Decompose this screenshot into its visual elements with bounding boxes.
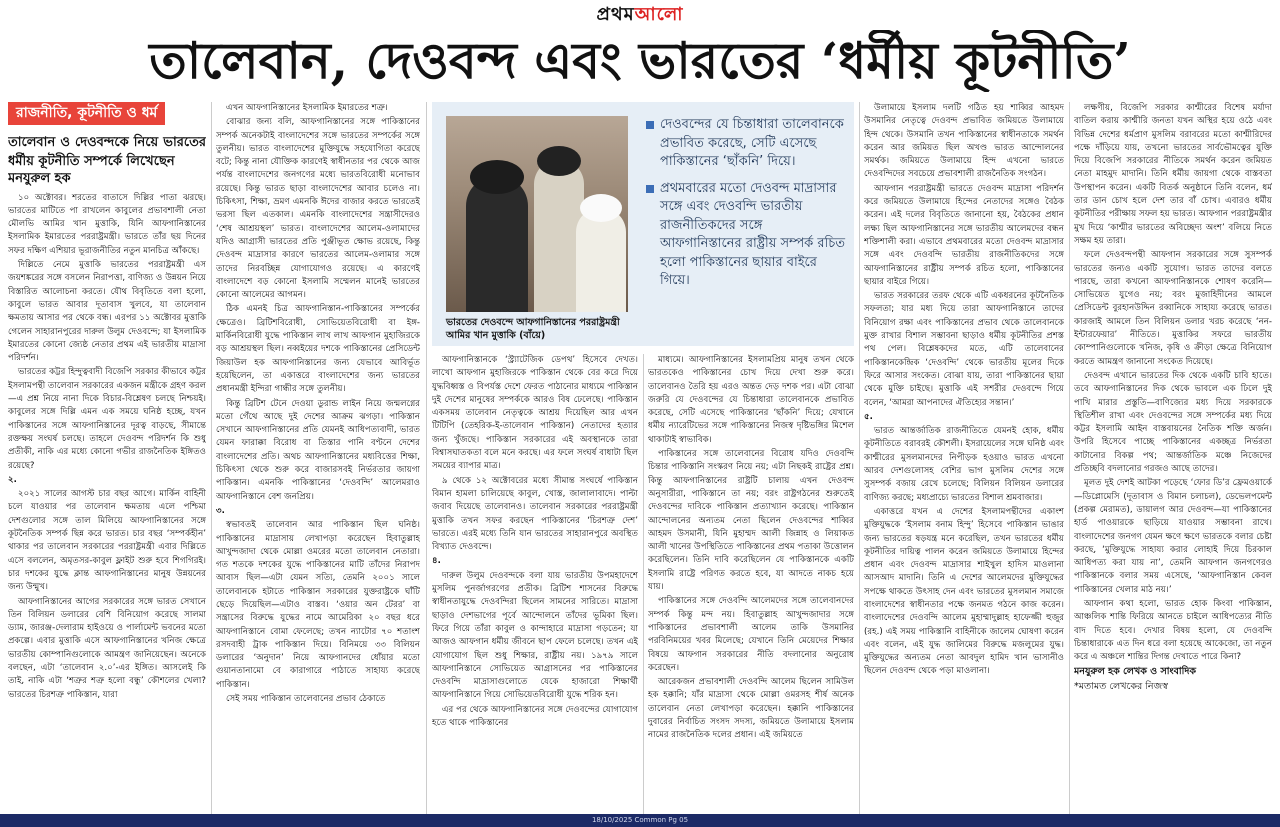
paragraph: লক্ষণীয়, বিজেপি সরকার কাশ্মীরের বিশেষ মর্যাদা বাতিল করায় কাশ্মীরি জনতা যখন অস্থির হয়ে ওঠে এবং বিভিন্ন দেশের ধর্মপ্রাণ মুসলিম বরাবরের মতো কাশ্মীরিদের পক্ষে দাঁড়িয়ে যায়, তখনো ভারতের সার্বভৌমত্বের যুক্তি দিয়ে বিজেপি সরকারের নীতিকে সমর্থন করেন জমিয়ত নেতা মাহমুদ মাদানি। তিনি ধর্মীয় জায়গা থেকে বাস্তবতা উপস্থাপন করেন। একটি বিতর্ক অনুষ্ঠানে তিনি বলেন, ধর্ম তার ডান চোখ হলে দেশ তার বাঁ চোখ। এবারও ধর্মীয় কূটনীতির পরীক্ষায় সফল হয় ভারত। আফগান পররাষ্ট্রমন্ত্রীর মুখ দিয়ে ‘কাশ্মীর ভারতের অবিচ্ছেদ্য অংশ’ বলিয়ে নিতে সক্ষম হয় তারা। — [1074, 103, 1272, 246]
person-figure — [466, 176, 528, 312]
paragraph: স্বভাবতই তালেবান আর পাকিস্তান ছিল ঘনিষ্ঠ। পাকিস্তানের মাদ্রাসায় লেখাপড়া করেছেন হিবাতুল্লাহ আখুন্দজাদা থেকে মোল্লা ওমরের মতো তালেবান নেতারা। গত শতকে দশকের যুদ্ধে পাকিস্তানের মাটি তাঁদের নিরাপদ আবাস ছিল—এটা যেমন সত্যি, তেমনি ২০০১ সালে তালেবানকে হটাতে পাকিস্তান সরকারের যুক্তরাষ্ট্রকে ঘাঁটি ছেড়ে দিয়েছিল—এটাও বাস্তব। ‘ওয়ার অন টেরর’ বা সন্ত্রাসের বিরুদ্ধে যুদ্ধের নামে আমেরিকা ২০ বছর ধরে আফগানিস্তানে বোমা ফেলেছে; তখন ন্যাটোর ৭০ শতাংশ রসদবাহী ট্রাক পাকিস্তান দিয়ে। বিনিময়ে ৩৩ বিলিয়ন ডলারের ‘অনুদান’ নিয়ে আফগানদের ধোঁয়ার মতো গুয়ানতানামো বে কারাগারে পাঠাতে সাহায্য করেছে পাকিস্তান। — [216, 520, 420, 690]
paragraph: পাকিস্তানের সঙ্গে তালেবানের বিরোধ যদিও দেওবন্দি চিন্তার পাকিস্তানি সংস্করণ নিয়ে নয়; এটা নিছকই রাষ্ট্রের প্রশ্ন। কিন্তু আফগানিস্তানের রাষ্ট্রটি চালায় এখন দেওবন্দ অনুসারীরা, পাকিস্তানে তা নয়; বরং রাষ্ট্রগঠনের শুরুতেই দেওবন্দের দাবিকে পাকিস্তান প্রত্যাখ্যান করেছে। পাকিস্তান আন্দোলনের অন্যতম নেতা ছিলেন দেওবন্দের শাব্বির আহমদ উসমানী, যিনি মুহাম্মদ আলী জিন্নাহ ও লিয়াকত আলী খানের উপস্থিতিতে পাকিস্তানের প্রথম পতাকা উত্তোলন করেছিলেন। তিনি দাবি করেছিলেন যে পাকিস্তানকে একটি ইসলামি রাষ্ট্রে পরিণত করতে হবে, যা আদতে নাকচ হয়ে যায়। — [648, 449, 854, 593]
newspaper-logo — [597, 0, 684, 31]
paragraph: বোঝার জন্য বলি, আফগানিস্তানের সঙ্গে পাকিস্তানের সম্পর্ক অনেকটাই বাংলাদেশের সঙ্গে ভারতের সম্পর্কের সঙ্গে তুলনীয়। ভারত বাংলাদেশের মুক্তিযুদ্ধে সহযোগিতা করেছে বটে; কিন্তু নানা যৌক্তিক কারণেই স্বাধীনতার পর থেকে আজ পর্যন্ত বাংলাদেশের জনগণের মধ্যে ভারতবিরোধী মনোভাব রয়েছে। কিন্তু ভারত ছাড়া বাংলাদেশের আবার চলেও না। চিকিৎসা, শিক্ষা, ভ্রমণ এমনকি ঈদের বাজার করতে ভারতেই ভরসা ছিল এতকাল। এমনকি বাংলাদেশের সন্ত্রাসীদেরও ‘শেষ আশ্রয়স্থল’ ভারত। বাংলাদেশের আলেম-ওলামাদের যদিও আগ্রাসী ভারতের প্রতি পুঞ্জীভূত ক্ষোভ রয়েছে, কিন্তু দেওবন্দ মাদ্রাসার কারণে ভারতের আলেম-ওলামার সঙ্গে তাদের নিরবচ্ছিন্ন যোগাযোগও রয়েছে। এ কারণেই বাংলাদেশে বড় কোনো ইসলামি সম্মেলন মানেই ভারতের কোনো আলেমের আগমন। — [216, 117, 420, 301]
column-2 — [216, 102, 420, 814]
paragraph: মাধ্যমে। আফগানিস্তানের ইসলামপ্রিয় মানুষ তখন থেকে ভারতকেও পাকিস্তানের চোখ দিয়ে দেখা শুরু করে। তালেবানও তৈরি হয় এরও অন্তত দেড় দশক পর। এটা বোঝা জরুরি যে দেওবন্দের যে চিন্তাধারা তালেবানকে প্রভাবিত করেছে, সেটি এসেছে পাকিস্তানের ‘ছাঁকনি’ দিয়ে; যেখানে ধর্মীয় ন্যারেটিভের সঙ্গে পাকিস্তানের নিজস্ব দৃষ্টিভঙ্গির মিশেল থাকাটাই স্বাভাবিক। — [648, 355, 854, 445]
column-divider — [1069, 102, 1070, 814]
pullquote-text: প্রথমবারের মতো দেওবন্দ মাদ্রাসার সঙ্গে এবং দেওবন্দি ভারতীয় রাজনীতিকদের সঙ্গে আফগানিস্তানের রাষ্ট্রীয় সম্পর্ক রচিত হলো পাকিস্তানের ছায়ার বাইরে গিয়ে। — [660, 180, 846, 288]
paragraph: উলামায়ে ইসলাম দলটি গঠিত হয় শাব্বির আহমদ উসমানির নেতৃত্বে দেওবন্দ প্রভাবিত জমিয়তে উলামায়ে হিন্দ থেকে। উসমানি তখন পাকিস্তানের স্বাধীনতাকে সমর্থন করেন আর জমিয়ত ছিল অখণ্ড ভারত আন্দোলনের সমর্থক। জমিয়তে উলামায়ে হিন্দ এখনো ভারতে দেওবন্দিদের সবচেয়ে প্রভাবশালী রাজনৈতিক সংগঠন। — [864, 103, 1064, 180]
paragraph: সেই সময় পাকিস্তান তালেবানের প্রভাব ঠেকাতে — [226, 694, 386, 705]
column-3 — [432, 354, 638, 814]
paragraph: আফগানিস্তানকে ‘স্ট্র্যাটেজিক ডেপথ’ হিসেবে দেখত। লাখো আফগান মুহাজিরকে পাকিস্তান থেকে বের করে দিয়ে যুদ্ধবিধ্বস্ত ও বিপর্যস্ত দেশে ফেরত পাঠানোর মাধ্যমে পাকিস্তান দুই দেশের মানুষের সম্পর্ককে আরও বিষ ঢেলেছে। পাকিস্তান একসময় তালেবান নেতৃত্বকে আশ্রয় দিয়েছিল আর এখন টিটিপি (তেহরিক-ই-তালেবান পাকিস্তান) নেতাদের হত্যার জন্য খুঁজছে। পাকিস্তান সরকারের এই অবস্থানকে তারা বিশ্বাসঘাতকতা বলে মনে করছে। এর ফলে সংঘর্ষ বাধাটা ছিল সময়ের ব্যাপার মাত্র। — [432, 355, 638, 472]
column-1 — [8, 102, 206, 814]
pullquote — [646, 116, 846, 172]
author-note: মনযুরুল হক লেখক ও সাংবাদিক — [1074, 666, 1196, 678]
paragraph: আফগান পররাষ্ট্রমন্ত্রী ভারতে দেওবন্দ মাদ্রাসা পরিদর্শন করে জমিয়তে উলামায়ে হিন্দের নেতাদের সঙ্গেও বৈঠক করেন। এই দলের বিবৃতিতে জানানো হয়, বৈঠকের প্রধান লক্ষ্য ছিল আফগানিস্তানের সঙ্গে ভারতীয় আলেমদের বন্ধন শক্তিশালী করা। এভাবে প্রথমবারের মতো দেওবন্দ মাদ্রাসার সঙ্গে এবং দেওবন্দি ভারতীয় রাজনীতিকদের সঙ্গে আফগানিস্তানের রাষ্ট্রীয় সম্পর্ক রচিত হলো, পাকিস্তানের ছায়ার বাইরে গিয়ে। — [864, 183, 1064, 287]
paragraph: ভারত আন্তর্জাতিক রাজনীতিতে যেমনই হোক, ধর্মীয় কূটনীতিতে বরাবরই কৌশলী। ইসরায়েলের সঙ্গে ঘনিষ্ঠ এবং কাশ্মীরের মুসলমানদের নিপীড়ক হওয়াও ভারত এখনো আরব দেশগুলোসহ বেশির ভাগ মুসলিম দেশের সঙ্গে সুসম্পর্ক বজায় রেখে চলেছে; বিলিয়ন বিলিয়ন ডলারের বাণিজ্য করছে; মধ্যপ্রাচ্যে ভারতের বিশাল শ্রমবাজার। — [864, 426, 1064, 503]
paragraph: কিন্তু ব্রিটিশ টেনে দেওয়া ডুরান্ড লাইন নিয়ে জন্মলগ্নের মতো গেঁথে আছে দুই দেশের আক্রম ঝগড়া। পাকিস্তান সেখানে আফগানিস্তানের প্রতি যেমনই আধিপত্যবাদী, ভারত যেমন ফারাক্কা বিরোধ বা তিস্তার পানি বণ্টনে দেশের বাংলাদেশের প্রতি। অথচ আফগানিস্তানের মধ্যবিত্তের শিক্ষা, চিকিৎসা থেকে শুরু করে বাজারসবই নির্ভরতার জায়গা পাকিস্তান। এমনকি পাকিস্তানের ‘দেওবন্দি’ আলেমরাও আফগানিস্তানে বেশ জনপ্রিয়। — [216, 398, 420, 502]
paragraph: আরেকজন প্রভাবশালী দেওবন্দি আলেম ছিলেন সামিউল হক হক্কানি; যাঁর মাদ্রাসা থেকে মোল্লা ওমরসহ শীর্ষ অনেক তালেবান নেতা লেখাপড়া করেছেন। হক্কানি পাকিস্তানের দুবারের নির্বাচিত সংসদ সদস্য, জমিয়তে উলামায়ে ইসলাম নামের রাজনৈতিক দলের প্রধান। এই জমিয়তে — [648, 677, 854, 741]
column-divider — [859, 102, 860, 814]
paragraph: একাত্তরে যখন এ দেশের ইসলামপন্থীদের একাংশ মুক্তিযুদ্ধকে ‘ইসলাম বনাম হিন্দু’ হিসেবে পাকিস্তান ভাঙার জন্য ভারতের ষড়যন্ত্র মনে করেছিল, তখন ভারতের ধর্মীয় কূটনীতির দায়িত্ব পালন করেন জমিয়তে উলামায়ে হিন্দের প্রধান এবং দেওবন্দ মাদ্রাসার শাইখুল হাদিস মাওলানা আসআদ মাদানি। তিনি এ দেশের আলেমদের মুক্তিযুদ্ধের সপক্ষে থাকতে উৎসাহ দেন এবং ভারতের মুসলমান সমাজে বাংলাদেশের স্বাধীনতার পক্ষে জনমত গঠনে কাজ করেন। বাংলাদেশের দেওবন্দি আলেম মুহাম্মাদুল্লাহ হাফেজ্জী হুজুর (রহ.) এই সময় পাকিস্তানি বাহিনীকে জালেম ঘোষণা করেন এবং বলেন, এই যুদ্ধ জালিমের বিরুদ্ধে মজলুমের যুদ্ধ। মুক্তিযুদ্ধের অন্যতম নেতা আবদুল হামিদ খান ভাসানীও ছিলেন দেওবন্দ থেকে পড়া মাওলানা। — [864, 506, 1064, 677]
paragraph: আফগানিস্তানের আগের সরকারের সঙ্গে ভারত সেখানে তিন বিলিয়ন ডলারের বেশি বিনিয়োগ করেছে সালমা ড্যাম, জারঞ্জ-দেলারাম হাইওয়ে ও পার্লামেন্ট ভবনের মতো প্রকল্পে। এবার মুত্তাকি এসে আফগানিস্তানের খনিজ ক্ষেত্রে ভারতীয় কোম্পানিগুলোকে আমন্ত্রণ জানিয়েছেন। অনেকে বলছেন, এটা ‘তালেবান ২.০’-এর ইঙ্গিত। আসলেই কি তাই, নাকি এটা ‘শত্রুর শত্রু হলো বন্ধু’ কৌশলের খেলা? ভারতের চিরশত্রু পাকিস্তান, যারা — [8, 596, 206, 700]
column-divider — [211, 102, 212, 814]
square-bullet-icon — [646, 121, 654, 129]
section-number: ২. — [8, 474, 17, 485]
section-number: ৪. — [432, 556, 441, 567]
paragraph: ১০ অক্টোবর। শরতের বাতাসে দিল্লির পাতা ঝরছে। ভারতের মাটিতে পা রাখলেন কাবুলের প্রভাবশালী নেতা মৌলভি আমির খান মুত্তাকি, যিনি আফগানিস্তানের ইসলামিক ইমারতের পররাষ্ট্রমন্ত্রী। ভারতে তাঁর ছয় দিনের সফর দক্ষিণ এশিয়ার ভূরাজনীতির নতুন মানচিত্র আঁকছে। — [8, 192, 206, 256]
column-5 — [864, 102, 1064, 814]
paragraph: এখন আফগানিস্তানের ইসলামিক ইমারতের শত্রু। — [226, 103, 388, 113]
pullquote — [646, 180, 846, 291]
paragraph: পাকিস্তানের সঙ্গে দেওবন্দি আলেমদের সঙ্গে তালেবানদের সম্পর্ক কিন্তু মন্দ নয়। হিবাতুল্লাহ আখুন্দজাদার সঙ্গে পাকিস্তানের প্রভাবশালী আলেম তাকি উসমানির পরবিনিময়ের খবর মিলেছে; যেখানে তিনি মেয়েদের শিক্ষার বিষয়ে আফগান সরকারের নীতি বদলানোর অনুরোধ করেছেন। — [648, 596, 854, 673]
paragraph: মূলত দুই দেশই আটকা পড়েছে ‘ফোর ডি’র ফ্রেমওয়ার্কে—ডিপ্লোমেসি (দূতাবাস ও বিমান চলাচল), ডেভেলপমেন্ট (প্রকল্প মেরামত), ডায়ালগ আর দেওবন্দ—যা পাকিস্তানের হার্ড পাওয়ারকে ছাড়িয়ে যাওয়ার সম্ভাবনা রাখে। বাংলাদেশের জনগণ যেমন ক্ষণে ক্ষণে ভারতকে বলার চেষ্টা করছে, ‘মুক্তিযুদ্ধে সাহায্য করার লোহাই দিয়ে চিরকাল আধিপত্য করা যায় না’, তেমনি আফগান জনগণেরও পাকিস্তানকে বলার সময় এসেছে, ‘আফগানিস্তান কেবল পাকিস্তানের খেলার মাঠ নয়।’ — [1074, 478, 1272, 595]
column-4 — [648, 354, 854, 814]
column-divider — [643, 354, 644, 814]
pullquote-box — [646, 116, 846, 299]
masthead — [0, 0, 1280, 30]
headline: তালেবান, দেওবন্দ এবং ভারতের ‘ধর্মীয় কূটনীতি’ — [149, 31, 1131, 90]
section-number: ৩. — [216, 505, 225, 516]
logo-part2: আলো — [634, 3, 684, 25]
paragraph: ভারতের কট্টর হিন্দুত্ববাদী বিজেপি সরকার কীভাবে কট্টর ইসলামপন্থী তালেবান সরকারের একজন মন্ত্রীকে গ্রহণ করল—এ প্রশ্ন নিয়ে নানা দিকে বিচার-বিশ্লেষণ চলছে নিশ্চয়ই। কাবুলের সঙ্গে দিল্লি এমন এক সময়ে ঘনিষ্ঠ হচ্ছে, যখন পাকিস্তানের সঙ্গে আফগানিস্তানের দূরত্ব বাড়ছে, সীমান্তে রক্তক্ষয় সংঘর্ষ চলছে। তাহলে দেওবন্দ পরিদর্শন কি শুধু প্রতীকী, নাকি এর মধ্যে কোনো গভীর রাজনৈতিক ইঙ্গিতও রয়েছে? — [8, 367, 206, 471]
column-6 — [1074, 102, 1272, 814]
edition-footer: 18/10/2025 Common Pg 05 — [0, 814, 1280, 827]
photo-box — [432, 102, 854, 346]
logo-part1: প্রথম — [596, 3, 635, 25]
section-number: ৫. — [864, 411, 873, 422]
standfirst: তালেবান ও দেওবন্দকে নিয়ে ভারতের ধর্মীয় কূটনীতি সম্পর্কে লিখেছেন — [8, 135, 206, 170]
article-photo — [446, 116, 628, 312]
paragraph: ঠিক এমনই চিত্র আফগানিস্তান-পাকিস্তানের সম্পর্কের ক্ষেত্রেও। ব্রিটিশবিরোধী, সোভিয়েতবিরোধী বা ইঙ্গ-মার্কিনবিরোধী যুদ্ধে পাকিস্তান লাখ লাখ আফগান মুহাজিরকে বড় আশ্রয়স্থল ছিল। নব্বইয়ের দশকে পাকিস্তানের প্রেসিডেন্ট জিয়াউল হক আফগানিস্তানের জন্য যেভাবে আবির্ভূত হয়েছিলেন, তা একাত্তরে বাংলাদেশের জন্য ভারতের প্রধানমন্ত্রী ইন্দিরা গান্ধীর সঙ্গে তুলনীয়। — [216, 304, 420, 395]
paragraph: ২০২১ সালের আগস্ট চার বছর আগে। মার্কিন বাহিনী চলে যাওয়ার পর তালেবান ক্ষমতায় এলে পশ্চিমা দেশগুলোর সঙ্গে তাল মিলিয়ে আফগানিস্তানের সঙ্গে কূটনৈতিক সম্পর্ক ছিন্ন করে ভারত। চার বছর ‘সম্পর্কহীন’ থাকার পর তালেবান সরকারের পররাষ্ট্রমন্ত্রী এবার দিল্লিতে এসে বললেন, অমৃতসর-কাবুল ফ্লাইট শুরু হবে শিগগিরই। চার দশকের যুদ্ধে ক্লান্ত আফগানিস্তানের মানুষ উন্নয়নের জন্য উন্মুখ। — [8, 489, 206, 593]
disclaimer: *মতামত লেখকের নিজস্ব — [1074, 680, 1168, 692]
paragraph: ভারত সরকারের তরফ থেকে এটি একধরনের কূটনৈতিক সফলতা; যার মধ্য দিয়ে তারা আফগানিস্তানে তাদের বিনিয়োগ রক্ষা এবং পাকিস্তানের প্রভাব থেকে তালেবানকে মুক্ত রাখার বিশাল সম্ভাবনা ছাড়াও ধর্মীয় কূটনীতির প্রশস্ত পথ পেল। বিশ্লেষকদের মতে, এটি তালেবানের পাকিস্তানকেন্দ্রিক ‘দেওবন্দি’ থেকে ভারতীয় মূলের দিকে ফিরে আসার সংকেত। বোঝা যায়, তারা পাকিস্তানের ছায়া থেকে মুক্তি চাইছে। মুত্তাকি এই সশরীর দেওবন্দে গিয়ে বলেন, ‘আমরা আপনাদের ঐতিহ্যের সন্তান।’ — [864, 291, 1064, 408]
square-bullet-icon — [646, 185, 654, 193]
photo-caption: ভারতের দেওবন্দে আফগানিস্তানের পররাষ্ট্রমন্ত্রী আমির খান মুত্তাকি (বাঁয়ে) — [446, 317, 620, 341]
paragraph: ফলে দেওবন্দপন্থী আফগান সরকারের সঙ্গে সুসম্পর্ক ভারতের জন্যও একটি সুযোগ। ভারত তাদের বলতে পারছে, তারা কখনো আফগানিস্তানকে শোষণ করেনি—সোভিয়েত যুগেও নয়; বরং মুজাহিদীনের আমলে প্রেসিডেন্ট বুরহানউদ্দিন রব্বানিকে সাহায্য করেছে ভারত। কারজাই আমলে তিন বিলিয়ন ডলার খরচ করেছে ‘নন-ইন্টারফেয়ার’ নীতিতে। মুত্তাকির সফরে ভারতীয় কোম্পানিগুলোকে খনিজ, কৃষি ও ক্রীড়া ক্ষেত্রে বিনিয়োগ করতে আমন্ত্রণ জানানো সংকেত দিয়েছে। — [1074, 250, 1272, 367]
pullquote-text: দেওবন্দের যে চিন্তাধারা তালেবানকে প্রভাবিত করেছে, সেটি এসেছে পাকিস্তানের ‘ছাঁকনি’ দিয়ে। — [660, 117, 844, 169]
paragraph: এর পর থেকে আফগানিস্তানের সঙ্গে দেওবন্দের যোগাযোগ হতে থাকে পাকিস্তানের — [432, 704, 638, 729]
column-divider — [426, 102, 427, 814]
section-tag: রাজনীতি, কূটনীতি ও ধর্ম — [8, 102, 165, 125]
byline: মনযুরুল হক — [8, 171, 71, 187]
person-figure — [576, 208, 626, 312]
paragraph: আফগান কথা হলো, ভারত হোক কিংবা পাকিস্তান, আঞ্চলিক শান্তি ফিরিয়ে আনতে চাইলে আধিপত্যের নীতি বাদ দিতে হবে। দেখার বিষয় হলো, যে দেওবন্দি চিন্তাধারাকে এত দিন ধরে বলা হয়েছে আকেজো, তা নতুন করে এ অঞ্চলে শান্তির দিগন্ত দেখাতে পারে কিনা? — [1074, 598, 1272, 663]
paragraph: দেওবন্দ এখানে ভারতের দিক থেকে একটি চাবি হাতে। তবে আফগানিস্তানের দিক থেকে ভাবলে এক ঢিলে দুই পাখি মারার প্রস্তুতি—বাণিজ্যের মধ্য দিয়ে সরকারকে স্থিতিশীল রাখা এবং দেওবন্দের সঙ্গে সম্পর্কের মধ্য দিয়ে কট্টর ইসলামি আইন বাস্তবায়নের নৈতিক শক্তি অর্জন। উপরি হিসেবে পাচ্ছে পাকিস্তানের একচ্ছত্র নির্ভরতা কাটানোর বিকল্প পথ; আন্তর্জাতিক মঞ্চে নিজেদের প্রতিচ্ছবি বদলানোর গরজও আছে তাদের। — [1074, 370, 1272, 475]
paragraph: দিল্লিতে নেমে মুত্তাকি ভারতের পররাষ্ট্রমন্ত্রী এস জয়শঙ্করের সঙ্গে বসলেন নিরাপত্তা, বাণিজ্য ও উন্নয়ন নিয়ে বিস্তারিত আলোচনা করতে। যৌথ বিবৃতিতে বলা হলো, কাবুলে ভারত আবার দূতাবাস খুলবে, যা তালেবান ক্ষমতায় আসার পর থেকে বন্ধ। এরপর ১১ অক্টোবর মুত্তাকি গেলেন সাহারানপুরের দারুল উলুম দেওবন্দে; যা ইসলামিক ইমারতের কোনো জ্যেষ্ঠ নেতার প্রথম এই ভারতীয় মাদ্রাসা পরিদর্শন। — [8, 260, 206, 364]
paragraph: ৯ থেকে ১২ অক্টোবরের মধ্যে সীমান্ত সংঘর্ষে পাকিস্তান বিমান হামলা চালিয়েছে কাবুল, খোস্ত, জালালাবাদে। পাল্টা জবাব দিয়েছে তালেবানও। তালেবান সরকারের পররাষ্ট্রমন্ত্রী মুত্তাকি তখন সফর করছেন পাকিস্তানের ‘চিরশত্রু দেশ’ ভারতে। এরই মধ্যে তিনি যান ভারতের সাহারানপুরে অবস্থিত বিখ্যাত দেওবন্দে। — [432, 475, 638, 553]
paragraph: দারুল উলুম দেওবন্দকে বলা যায় ভারতীয় উপমহাদেশে মুসলিম পুনর্জাগরণের প্রতীক। ব্রিটিশ শাসনের বিরুদ্ধে স্বাধীনতাযুদ্ধে দেওবন্দিরা ছিলেন সামনের সারিতে। মাদ্রাসা ছাড়াও দেশভাগের পূর্বে আন্দোলনে তাঁদের ভূমিকা ছিল। ফিরে গিয়ে তাঁরা কাবুল ও কান্দাহারে মাদ্রাসা গড়তেন; যা আজও আফগান ধর্মীয় জীবনে ছাপ ফেলে চলেছে। তখন এই যোগাযোগ ছিল শুধু শিক্ষার, রাষ্ট্রীয় নয়। ১৯৭৯ সালে আফগানিস্তানে সোভিয়েত আগ্রাসনের পর পাকিস্তানের দেওবন্দি মাদ্রাসাগুলোতে যেকে হাজারো শিক্ষার্থী আফগানিস্তানে গিয়ে সোভিয়েতবিরোধী যুদ্ধে শরিক হন। — [432, 570, 638, 701]
